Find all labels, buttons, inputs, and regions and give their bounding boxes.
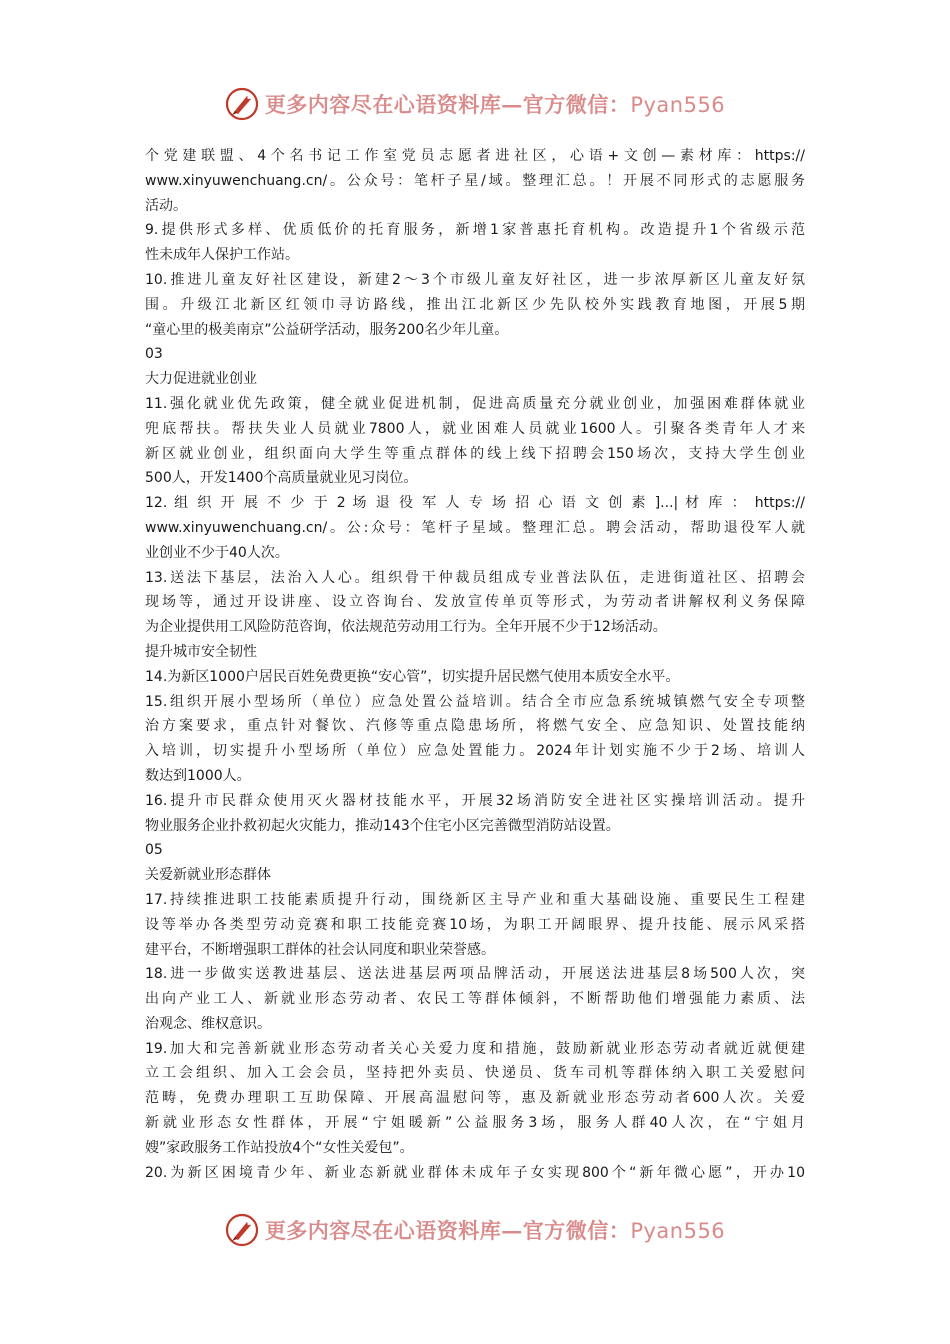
text-line: 个党建联盟、4个名书记工作室党员志愿者进社区，心语+文创—素材库：https:// (145, 148, 805, 164)
text-line: 03 (145, 346, 163, 363)
text-line: 10.推进儿童友好社区建设，新建2～3个市级儿童友好社区，进一步浓厚新区儿童友好氛 (145, 271, 805, 288)
footer-banner (0, 1208, 950, 1252)
text-line: 大力促进就业创业 (145, 371, 257, 388)
text-line: 范畴，免费办理职工互助保障、开展高温慰问等，惠及新就业形态劳动者600人次。关爱 (145, 1090, 805, 1107)
wechat-id: Pyan556 (630, 93, 726, 117)
text-line: 14.为新区1000户居民百姓免费更换“安心管”，切实提升居民燃气使用本质安全水平。 (145, 668, 680, 685)
text-line: 05 (145, 842, 163, 859)
text-line: 围。升级江北新区红领巾寻访路线，推出江北新区少先队校外实践教育地图，开展5期 (145, 296, 805, 313)
text-line: 18.进一步做实送教进基层、送法进基层两项品牌活动，开展送法进基层8场500人次，突 (145, 966, 805, 983)
text-line: 兜底帮扶。帮扶失业人员就业7800人，就业困难人员就业1600人。引聚各类青年人才来 (145, 420, 805, 437)
text-line: 治观念、维权意识。 (145, 1015, 271, 1032)
wechat-id: Pyan556 (630, 1219, 726, 1243)
text-line: 20.为新区困境青少年、新业态新就业群体未成年子女实现800个“新年微心愿”，开办10 (145, 1164, 805, 1181)
document-body (145, 144, 805, 1185)
text-line: 性未成年人保护工作站。 (145, 247, 299, 264)
text-line: 15.组织开展小型场所（单位）应急处置公益培训。结合全市应急系统城镇燃气安全专项整 (145, 693, 805, 710)
text-line: 为企业提供用工风险防范咨询，依法规范劳动用工行为。全年开展不少于12场活动。 (145, 619, 667, 636)
text-line: 立工会组织、加入工会会员，坚持把外卖员、快递员、货车司机等群体纳入职工关爱慰问 (145, 1065, 805, 1082)
text-line: 提升城市安全韧性 (145, 643, 257, 660)
text-line: 业创业不少于40人次。 (145, 544, 289, 561)
text-line: 17.持续推进职工技能素质提升行动，围绕新区主导产业和重大基础设施、重要民生工程建 (145, 891, 805, 908)
text-line: 新就业形态女性群体，开展“宁姐暖新”公益服务3场，服务人群40人次，在“宁姐月 (145, 1115, 805, 1132)
header-banner-text: 更多内容尽在心语资料库—官方微信：Pyan556 (264, 92, 726, 117)
text-line: 治方案要求，重点针对餐饮、汽修等重点隐患场所，将燃气安全、应急知识、处置技能纳 (145, 718, 805, 735)
text-line: 现场等，通过开设讲座、设立咨询台、发放宣传单页等形式，为劳动者讲解权利义务保障 (145, 594, 805, 611)
text-line: www.xinyuwenchuang.cn/。公众号：笔杆子星/域。整理汇总。！开展不同形式的志愿服务 (145, 172, 805, 189)
text-line: www.xinyuwenchuang.cn/。公:众号：笔杆子星域。整理汇总。聘会活动，帮助退役军人就 (145, 519, 805, 536)
text-line: 12. 组 织 开 展 不 少 于 2 场 退 役 军 人 专 场 招 心 语 文 创 素 ]...| 材 库 ： https:// (145, 495, 805, 512)
text-line: 活动。 (145, 197, 187, 214)
text-line: 16.提升市民群众使用灭火器材技能水平，开展32场消防安全进社区实操培训活动。提升 (145, 792, 805, 809)
text-line: 新区就业创业，组织面向大学生等重点群体的线上线下招聘会150场次，支持大学生创业 (145, 445, 805, 462)
text-line: “童心里的极美南京”公益研学活动，服务200名少年儿童。 (145, 321, 509, 338)
header-banner (0, 82, 950, 126)
text-line: 9.提供形式多样、优质低价的托育服务，新增1家普惠托育机构。改造提升1个省级示范 (145, 222, 805, 239)
pen-quill-logo-icon (225, 87, 259, 121)
text-line: 嫂”家政服务工作站投放4个“女性关爱包”。 (145, 1139, 414, 1156)
pen-quill-logo-icon (225, 1213, 259, 1247)
text-line: 11.强化就业优先政策，健全就业促进机制，促进高质量充分就业创业，加强困难群体就业 (145, 395, 805, 412)
text-line: 关爱新就业形态群体 (145, 867, 271, 884)
text-line: 数达到1000人。 (145, 767, 251, 784)
text-line: 建平台，不断增强职工群体的社会认同度和职业荣誉感。 (145, 941, 495, 958)
text-line: 19.加大和完善新就业形态劳动者关心关爱力度和措施，鼓励新就业形态劳动者就近就便建 (145, 1040, 805, 1057)
text-line: 物业服务企业扑救初起火灾能力，推动143个住宅小区完善微型消防站设置。 (145, 817, 620, 834)
footer-banner-text: 更多内容尽在心语资料库—官方微信：Pyan556 (264, 1218, 726, 1243)
text-line: 设等举办各类型劳动竞赛和职工技能竞赛10场，为职工开阔眼界、提升技能、展示风采搭 (145, 916, 805, 933)
text-line: 入培训，切实提升小型场所（单位）应急处置能力。2024年计划实施不少于2场、培训人 (145, 743, 805, 760)
text-line: 500人，开发1400个高质量就业见习岗位。 (145, 470, 418, 487)
text-line: 13.送法下基层，法治入人心。组织骨干仲裁员组成专业普法队伍，走进街道社区、招聘会 (145, 569, 805, 586)
text-line: 出向产业工人、新就业形态劳动者、农民工等群体倾斜，不断帮助他们增强能力素质、法 (145, 991, 805, 1008)
